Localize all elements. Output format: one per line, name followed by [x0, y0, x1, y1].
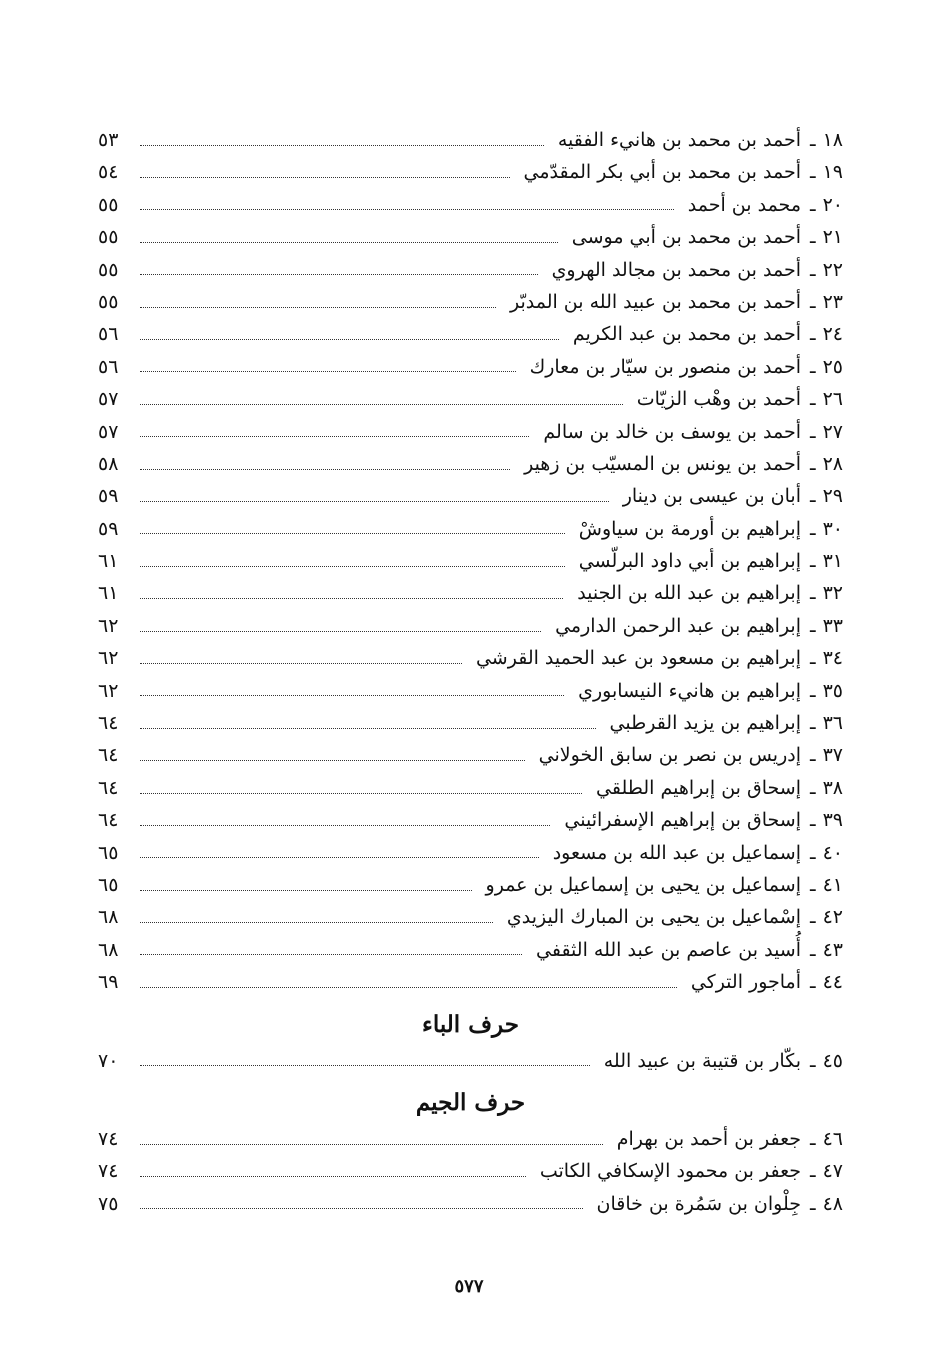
entry-page: ٦٨ — [98, 938, 119, 961]
entry-number: ٣٦ — [822, 712, 843, 735]
entry-separator: ـ — [810, 485, 816, 508]
entry-page: ٦٩ — [98, 971, 119, 994]
entry-number: ٤٦ — [822, 1127, 843, 1150]
entry-name: إبراهيم بن عبد الله بن الجنيد — [577, 582, 801, 605]
entry-name: إبراهيم بن عبد الرحمن الدارمي — [555, 614, 801, 637]
toc-entry — [98, 610, 843, 642]
dot-leader — [140, 598, 563, 599]
entry-number: ٤٣ — [822, 938, 843, 961]
entry-number: ٣٨ — [822, 776, 843, 799]
toc-entry — [98, 383, 843, 415]
entry-separator: ـ — [810, 938, 816, 961]
entry-name: أحمد بن محمد بن عبد الكريم — [572, 323, 801, 346]
entry-number: ٢٦ — [822, 388, 843, 411]
entry-page: ٥٤ — [98, 161, 119, 184]
entry-number: ٣٧ — [822, 744, 843, 767]
entry-name: إسماعيل بن عبد الله بن مسعود — [552, 841, 801, 864]
entry-page: ٥٧ — [98, 420, 119, 443]
toc-entry — [98, 416, 843, 448]
entry-separator: ـ — [810, 452, 816, 475]
entry-separator: ـ — [810, 614, 816, 637]
toc-entry — [98, 1155, 843, 1187]
page-number: ٥٧٧ — [454, 1276, 484, 1297]
dot-leader — [140, 469, 510, 470]
dot-leader — [140, 566, 565, 567]
entry-name: محمد بن أحمد — [687, 193, 801, 216]
entry-page: ٧٤ — [98, 1160, 119, 1183]
entry-page: ٥٥ — [98, 258, 119, 281]
dot-leader — [140, 404, 623, 405]
entry-separator: ـ — [810, 582, 816, 605]
toc-entry — [98, 318, 843, 350]
entry-number: ٢٣ — [822, 290, 843, 313]
toc-entry — [98, 156, 843, 188]
toc-entry — [98, 448, 843, 480]
entry-page: ٦٥ — [98, 873, 119, 896]
entry-number: ٣٥ — [822, 679, 843, 702]
dot-leader — [140, 339, 559, 340]
dot-leader — [140, 1176, 526, 1177]
entry-separator: ـ — [810, 809, 816, 832]
dot-leader — [140, 177, 510, 178]
entry-separator: ـ — [810, 323, 816, 346]
entry-number: ١٩ — [822, 161, 843, 184]
entry-number: ٢١ — [822, 226, 843, 249]
entry-page: ٦٤ — [98, 744, 119, 767]
entry-name: إسحاق بن إبراهيم الإسفرائيني — [564, 809, 801, 832]
toc-entry — [98, 286, 843, 318]
entry-separator: ـ — [810, 776, 816, 799]
entry-number: ٢٠ — [822, 193, 843, 216]
dot-leader — [140, 825, 550, 826]
entry-number: ٣٠ — [822, 517, 843, 540]
entry-separator: ـ — [810, 647, 816, 670]
entry-page: ٦٤ — [98, 809, 119, 832]
entry-page: ٥٥ — [98, 226, 119, 249]
table-of-contents — [98, 124, 843, 1220]
entry-name: أُسيد بن عاصم بن عبد الله الثقفي — [536, 938, 801, 961]
toc-entry — [98, 837, 843, 869]
entry-separator: ـ — [810, 290, 816, 313]
entry-separator: ـ — [810, 258, 816, 281]
entry-page: ٥٧ — [98, 388, 119, 411]
entry-number: ٤٥ — [822, 1049, 843, 1072]
entry-number: ٤٤ — [822, 971, 843, 994]
entry-page: ٦٢ — [98, 614, 119, 637]
section-heading: حرف الباء — [422, 1010, 519, 1038]
entry-name: إسْماعيل بن يحيى بن المبارك اليزيدي — [506, 906, 801, 929]
dot-leader — [140, 954, 522, 955]
dot-leader — [140, 631, 541, 632]
entry-separator: ـ — [810, 193, 816, 216]
toc-entry — [98, 901, 843, 933]
toc-entry — [98, 966, 843, 998]
entry-separator: ـ — [810, 873, 816, 896]
entry-separator: ـ — [810, 550, 816, 573]
toc-entry — [98, 934, 843, 966]
entry-separator: ـ — [810, 1192, 816, 1215]
entry-number: ٢٢ — [822, 258, 843, 281]
entry-page: ٧٤ — [98, 1127, 119, 1150]
entry-number: ٤١ — [822, 873, 843, 896]
entry-name: بكّار بن قتيبة بن عبيد الله — [603, 1049, 801, 1072]
toc-entry — [98, 351, 843, 383]
entry-name: إدريس بن نصر بن سابق الخولاني — [538, 744, 801, 767]
toc-entry — [98, 189, 843, 221]
entry-separator: ـ — [810, 388, 816, 411]
entry-name: أحمد بن منصور بن سيّار بن معارك — [529, 355, 801, 378]
toc-entry — [98, 675, 843, 707]
entry-number: ٣٩ — [822, 809, 843, 832]
entry-name: جعفر بن محمود الإسكافي الكاتب — [539, 1160, 801, 1183]
toc-entry — [98, 545, 843, 577]
entry-name: إبراهيم بن أبي داود البرلّسي — [578, 550, 801, 573]
entry-page: ٥٩ — [98, 485, 119, 508]
entry-number: ٣٢ — [822, 582, 843, 605]
entry-page: ٥٦ — [98, 355, 119, 378]
dot-leader — [140, 307, 496, 308]
entry-name: أحمد بن محمد بن عبيد الله بن المدبّر — [509, 290, 801, 313]
entry-name: أحمد بن محمد بن مجالد الهروي — [551, 258, 801, 281]
entry-page: ٦٢ — [98, 679, 119, 702]
dot-leader — [140, 695, 564, 696]
dot-leader — [140, 209, 674, 210]
entry-page: ٧٠ — [98, 1049, 119, 1072]
entry-number: ٤٠ — [822, 841, 843, 864]
entry-separator: ـ — [810, 161, 816, 184]
dot-leader — [140, 793, 582, 794]
dot-leader — [140, 436, 529, 437]
entry-separator: ـ — [810, 355, 816, 378]
toc-entry — [98, 869, 843, 901]
toc-entry — [98, 804, 843, 836]
dot-leader — [140, 371, 516, 372]
entry-number: ٣٣ — [822, 614, 843, 637]
dot-leader — [140, 1144, 603, 1145]
entry-separator: ـ — [810, 712, 816, 735]
entry-separator: ـ — [810, 971, 816, 994]
entry-separator: ـ — [810, 517, 816, 540]
dot-leader — [140, 145, 544, 146]
toc-entry — [98, 739, 843, 771]
entry-number: ٢٨ — [822, 452, 843, 475]
dot-leader — [140, 890, 472, 891]
entry-page: ٦١ — [98, 550, 119, 573]
dot-leader — [140, 242, 558, 243]
dot-leader — [140, 533, 565, 534]
toc-entry — [98, 124, 843, 156]
entry-separator: ـ — [810, 906, 816, 929]
entry-number: ٢٥ — [822, 355, 843, 378]
entry-number: ٣١ — [822, 550, 843, 573]
entry-separator: ـ — [810, 226, 816, 249]
toc-entry — [98, 707, 843, 739]
entry-name: إبراهيم بن هانيء النيسابوري — [578, 679, 801, 702]
dot-leader — [140, 728, 596, 729]
entry-name: إسماعيل بن يحيى بن إسماعيل بن عمرو — [485, 873, 801, 896]
dot-leader — [140, 274, 538, 275]
entry-name: أحمد بن يوسف بن خالد بن سالم — [543, 420, 801, 443]
toc-entry — [98, 577, 843, 609]
entry-separator: ـ — [810, 1127, 816, 1150]
entry-name: إبراهيم بن أورمة بن سياوشْ — [578, 517, 801, 540]
dot-leader — [140, 501, 609, 502]
entry-separator: ـ — [810, 744, 816, 767]
dot-leader — [140, 1208, 583, 1209]
entry-page: ٦١ — [98, 582, 119, 605]
toc-entry — [98, 772, 843, 804]
entry-separator: ـ — [810, 129, 816, 151]
toc-entry — [98, 221, 843, 253]
entry-page: ٥٩ — [98, 517, 119, 540]
entry-page: ٥٥ — [98, 193, 119, 216]
entry-page: ٦٢ — [98, 647, 119, 670]
entry-name: جِلْوان بن سَمُرة بن خاقان — [596, 1192, 801, 1215]
entry-name: إبراهيم بن يزيد القرطبي — [609, 712, 801, 735]
entry-separator: ـ — [810, 1160, 816, 1183]
dot-leader — [140, 857, 539, 858]
dot-leader — [140, 663, 462, 664]
entry-name: أماجور التركي — [690, 971, 801, 994]
entry-separator: ـ — [810, 1049, 816, 1072]
dot-leader — [140, 1065, 590, 1066]
section-heading: حرف الجيم — [415, 1088, 526, 1116]
toc-entry — [98, 513, 843, 545]
entry-name: أحمد بن محمد بن أبي موسى — [571, 226, 801, 249]
dot-leader — [140, 987, 677, 988]
entry-number: ١٨ — [822, 129, 843, 151]
entry-page: ٦٤ — [98, 712, 119, 735]
entry-name: أحمد بن يونس بن المسيّب بن زهير — [524, 452, 801, 475]
entry-name: أحمد بن وهْب الزيّات — [636, 388, 801, 411]
dot-leader — [140, 760, 525, 761]
entry-name: أحمد بن محمد بن هانيء الفقيه — [557, 129, 801, 151]
entry-name: جعفر بن أحمد بن بهرام — [616, 1127, 801, 1150]
entry-number: ٢٤ — [822, 323, 843, 346]
entry-page: ٦٨ — [98, 906, 119, 929]
toc-entry — [98, 642, 843, 674]
toc-entry — [98, 1188, 843, 1220]
entry-page: ٦٤ — [98, 776, 119, 799]
entry-name: أحمد بن محمد بن أبي بكر المقدّمي — [523, 161, 801, 184]
toc-entry — [98, 480, 843, 512]
entry-page: ٦٥ — [98, 841, 119, 864]
entry-page: ٥٨ — [98, 452, 119, 475]
entry-number: ٤٧ — [822, 1160, 843, 1183]
entry-name: أبان بن عيسى بن دينار — [622, 485, 801, 508]
entry-name: إبراهيم بن مسعود بن عبد الحميد القرشي — [475, 647, 801, 670]
entry-number: ٢٧ — [822, 420, 843, 443]
toc-entry — [98, 1045, 843, 1077]
entry-page: ٥٦ — [98, 323, 119, 346]
toc-entry — [98, 1123, 843, 1155]
entry-page: ٥٣ — [98, 129, 119, 151]
entry-separator: ـ — [810, 679, 816, 702]
entry-number: ٢٩ — [822, 485, 843, 508]
entry-number: ٣٤ — [822, 647, 843, 670]
entry-page: ٥٥ — [98, 290, 119, 313]
entry-separator: ـ — [810, 420, 816, 443]
entry-separator: ـ — [810, 841, 816, 864]
toc-entry — [98, 254, 843, 286]
entry-page: ٧٥ — [98, 1192, 119, 1215]
entry-number: ٤٢ — [822, 906, 843, 929]
entry-number: ٤٨ — [822, 1192, 843, 1215]
dot-leader — [140, 922, 493, 923]
entry-name: إسحاق بن إبراهيم الطلقي — [596, 776, 801, 799]
